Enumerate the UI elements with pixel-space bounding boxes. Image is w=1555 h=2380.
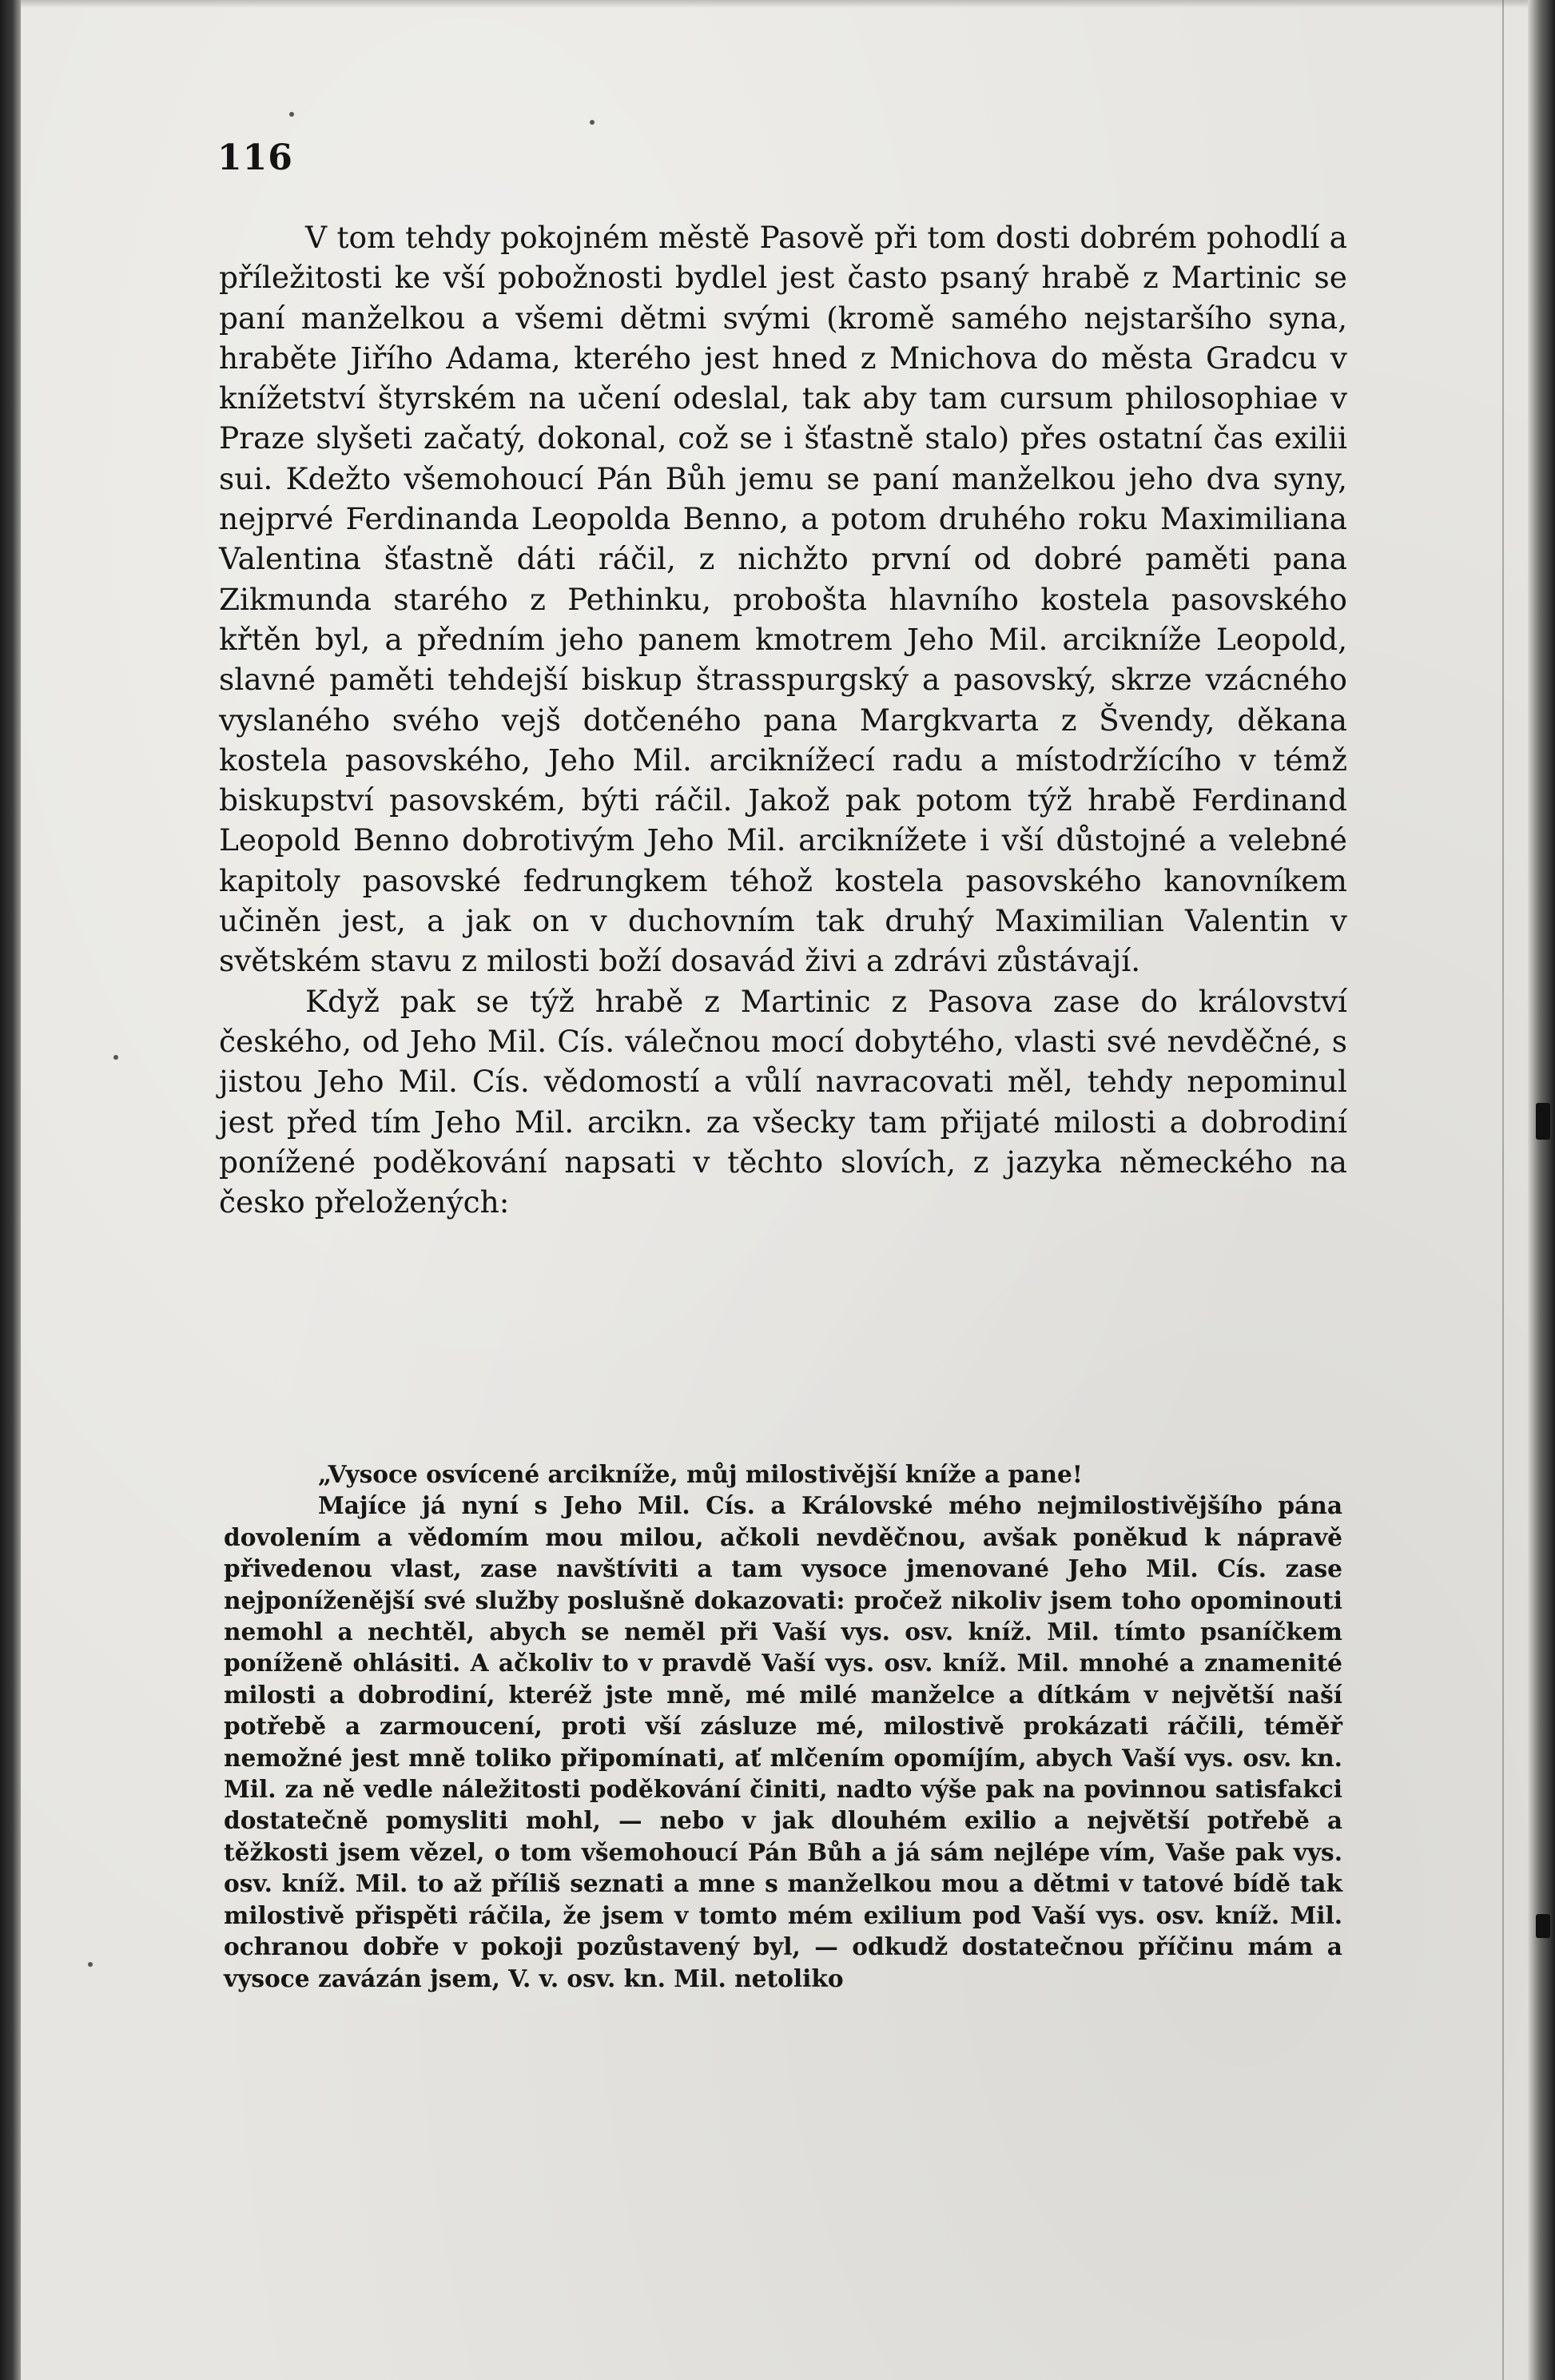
page-fold-line <box>1502 0 1504 2380</box>
letter-text: Majíce já nyní s Jeho Mil. Cís. a Královské mého nejmilostivějšího pána dovolením a vědomím mou milou, ačkoli nevděčnou, avšak poněkud k nápravě přivedenou vlast, zase navštíviti a tam vysoce jmenované Jeho Mil. Cís. zase nejponíženější své služby poslušně dokazovati: pročež nikoliv jsem toho opominouti nemohl a nechtěl, abych se neměl při Vaší vys. osv. kníž. Mil. tímto psaníčkem poníženě ohlásiti. A ačkoliv to v pravdě Vaší vys. osv. kníž. Mil. mnohé a znamenité milosti a dobrodiní, kteréž jste mně, mé milé manželce a dítkám v největší naší potřebě a zarmoucení, proti vší zásluze mé, milostivě prokázati ráčili, téměř nemožné jest mně toliko připomínati, ať mlčením opomíjím, abych Vaší vys. osv. kn. Mil. za ně vedle náležitosti poděkování činiti, nadto výše pak na povinnou satisfakci dostatečně pomysliti mohl, — nebo v jak dlouhém exilio a největší potřebě a těžkosti jsem vězel, o tom všemohoucí Pán Bůh a já sám nejlépe vím, Vaše pak vys. osv. kníž. Mil. to až příliš seznati a mne s manželkou mou a dětmi v tatové bídě tak milostivě přispěti ráčila, že jsem v tomto mém exilium pod Vaší vys. osv. kníž. Mil. ochranou dobře v pokoji pozůstavený byl, — odkudž dostatečnou příčinu mám a vysoce zavázán jsem, V. v. osv. kn. Mil. netoliko <box>224 1491 1342 1992</box>
paper-speck <box>88 1962 93 1967</box>
paragraph: Když pak se týž hrabě z Martinic z Pasova zase do království českého, od Jeho Mil. Cís. válečnou mocí dobytého, vlasti své nevděčné, s jistou Jeho Mil. Cís. vědomostí a vůlí navracovati měl, tehdy nepominul jest před tím Jeho Mil. arcikn. za všecky tam přijaté milosti a dobrodiní ponížené poděkování napsati v těchto slovích, z jazyka německého na česko přeložených: <box>219 983 1347 1220</box>
page-top-edge <box>0 0 1555 8</box>
paper-speck <box>289 112 294 117</box>
scan-clip-mark <box>1536 1914 1550 1938</box>
main-text <box>219 217 1347 1222</box>
paper-speck <box>590 120 595 125</box>
paragraph: V tom tehdy pokojném městě Pasově při tom dosti dobrém pohodlí a příležitosti ke vší pobožnosti bydlel jest často psaný hrabě z Martinic se paní manželkou a všemi dětmi svými (kromě samého nejstaršího syna, hraběte Jiřího Adama, kterého jest hned z Mnichova do města Gradcu v knížetství štyrském na učení odeslal, tak aby tam cursum philosophiae v Praze slyšeti začatý, dokonal, což se i šťastně stalo) přes ostatní čas exilii sui. Kdežto všemohoucí Pán Bůh jemu se paní manželkou jeho dva syny, nejprvé Ferdinanda Leopolda Benno, a potom druhého roku Maximiliana Valentina šťastně dáti ráčil, z nichžto první od dobré paměti pana Zikmunda starého z Pethinku, probošta hlavního kostela pasovského křtěn byl, a předním jeho panem kmotrem Jeho Mil. arcikníže Leopold, slavné paměti tehdejší biskup štrasspurgský a pasovský, skrze vzácného vyslaného svého vejš dotčeného pana Margkvarta z Švendy, děkana kostela pasovského, Jeho Mil. arciknížecí radu a místodržícího v témž biskupství pasovském, býti ráčil. Jakož pak potom týž hrabě Ferdinand Leopold Benno dobrotivým Jeho Mil. arciknížete i vší důstojné a velebné kapitoly pasovské fedrungkem téhož kostela pasovského kanovníkem učiněn jest, a jak on v duchovním tak druhý Maximilian Valentin v světském stavu z milosti boží dosavád živi a zdrávi zůstávají. <box>219 220 1347 979</box>
page-right-edge <box>1528 0 1555 2380</box>
quoted-letter <box>224 1459 1342 1994</box>
letter-salutation: „Vysoce osvícené arcikníže, můj milostivější kníže a pane! <box>318 1460 1083 1488</box>
page-number: 116 <box>217 137 293 178</box>
scan-clip-mark <box>1536 1103 1550 1140</box>
page-left-edge <box>0 0 21 2380</box>
paper-speck <box>113 1055 118 1060</box>
